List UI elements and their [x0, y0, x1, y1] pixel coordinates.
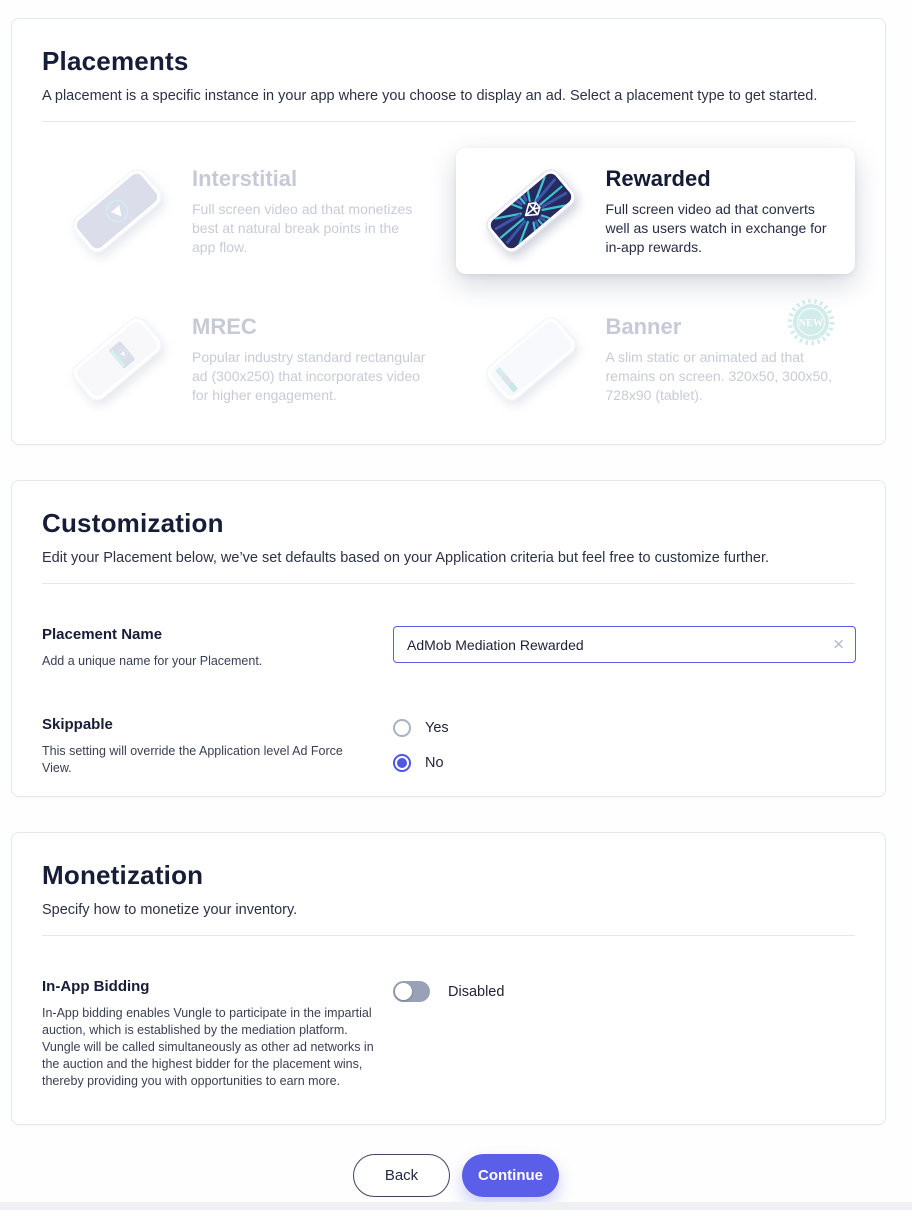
- placements-card: [11, 18, 886, 445]
- placement-option-description: A slim static or animated ad that remains on screen. 320x50, 300x50, 728x90 (tablet).: [605, 348, 832, 403]
- in-app-bidding-label: In-App Bidding: [42, 978, 150, 995]
- placement-option-banner[interactable]: [456, 296, 856, 422]
- radio-label: Yes: [425, 720, 449, 736]
- placement-type-grid: [42, 148, 855, 422]
- in-app-bidding-state: Disabled: [448, 983, 505, 1000]
- placement-option-description: Full screen video ad that converts well as users watch in exchange for in-app rewards.: [605, 200, 827, 255]
- mrec-phone-icon: [58, 308, 176, 410]
- placement-option-mrec[interactable]: [42, 296, 442, 422]
- banner-phone-icon: [472, 308, 590, 410]
- radio-checked-icon[interactable]: [393, 754, 411, 772]
- placement-name-label: Placement Name: [42, 626, 163, 643]
- placement-name-description: Add a unique name for your Placement.: [42, 654, 263, 668]
- placement-option-title: MREC: [192, 313, 257, 339]
- skippable-label: Skippable: [42, 716, 113, 733]
- skippable-row: [42, 716, 855, 777]
- in-app-bidding-row: [42, 978, 855, 1090]
- placement-option-interstitial[interactable]: [42, 148, 442, 274]
- new-badge-icon: [787, 298, 835, 346]
- customization-title: Customization: [42, 508, 224, 538]
- in-app-bidding-toggle[interactable]: [393, 981, 430, 1002]
- divider: [42, 583, 855, 584]
- placement-name-row: [42, 626, 855, 670]
- page-bottom-strip: [0, 1202, 912, 1210]
- monetization-card: [11, 832, 886, 1125]
- customization-card: [11, 480, 886, 797]
- placements-subtitle: A placement is a specific instance in your app where you choose to display an ad. Select a placement type to get started.: [42, 88, 818, 104]
- monetization-title: Monetization: [42, 860, 204, 890]
- monetization-subtitle: Specify how to monetize your inventory.: [42, 902, 298, 918]
- back-button[interactable]: Back: [353, 1154, 450, 1197]
- clear-input-icon[interactable]: ✕: [832, 636, 845, 653]
- toggle-knob: [395, 983, 412, 1000]
- placement-option-description: Popular industry standard rectangular ad (300x250) that incorporates video for higher engagement.: [192, 348, 426, 403]
- skippable-option-no[interactable]: [393, 754, 855, 772]
- rewarded-phone-icon: [472, 160, 590, 262]
- radio-label: No: [425, 755, 444, 771]
- in-app-bidding-description: In-App bidding enables Vungle to participate in the impartial auction, which is established by the mediation platform. Vungle will be called simultaneously as other ad networks in the auction and the highest bidder for the placement wins, thereby providing you with opportunities to earn more.: [42, 1006, 374, 1088]
- placement-option-rewarded[interactable]: [456, 148, 856, 274]
- placement-name-input[interactable]: [393, 626, 856, 663]
- divider: [42, 121, 855, 122]
- radio-unchecked-icon[interactable]: [393, 719, 411, 737]
- placement-option-description: Full screen video ad that monetizes best at natural break points in the app flow.: [192, 200, 413, 255]
- interstitial-phone-icon: [58, 160, 176, 262]
- skippable-radio-group: [393, 719, 855, 772]
- placements-title: Placements: [42, 46, 189, 76]
- divider: [42, 935, 855, 936]
- skippable-option-yes[interactable]: [393, 719, 855, 737]
- placement-option-title: Banner: [605, 313, 682, 339]
- footer-actions: [0, 1154, 912, 1197]
- skippable-description: This setting will override the Application level Ad Force View.: [42, 744, 343, 775]
- placement-option-title: Interstitial: [192, 165, 298, 191]
- placement-option-title: Rewarded: [605, 165, 711, 191]
- new-badge-label: NEW: [798, 318, 824, 329]
- customization-subtitle: Edit your Placement below, we’ve set defaults based on your Application criteria but feel free to customize further.: [42, 550, 770, 566]
- continue-button[interactable]: Continue: [462, 1154, 559, 1197]
